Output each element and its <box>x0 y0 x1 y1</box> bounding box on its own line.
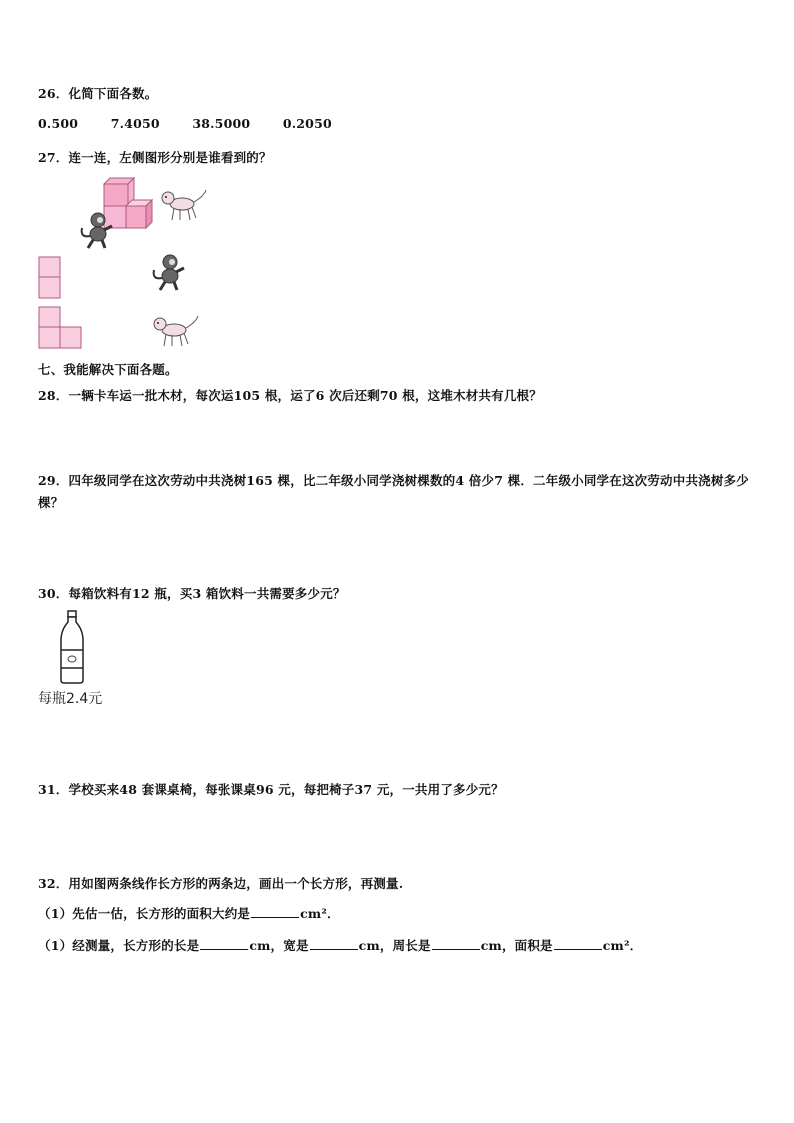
monkey-icon <box>150 254 188 292</box>
q32-sub2-prefix: （1）经测量，长方形的长是 <box>38 938 200 953</box>
q32-sub2-suffix: cm²． <box>602 938 643 953</box>
q32-sub1 <box>38 904 340 922</box>
q32-sub2-area-label: cm，面积是 <box>480 938 553 953</box>
area-blank[interactable] <box>554 937 602 950</box>
q32-sub1-prefix: （1）先估一估，长方形的面积大约是 <box>38 906 251 921</box>
view-shape-l <box>38 306 84 350</box>
dog-icon <box>160 188 208 222</box>
q28-text: 28．一辆卡车运一批木材，每次运105 根，运了6 次后还剩70 根，这堆木材共有几根？ <box>38 388 542 403</box>
length-blank[interactable] <box>200 937 248 950</box>
q26-numbers <box>38 116 360 131</box>
q32-sub1-suffix: cm²． <box>300 906 340 921</box>
monkey-icon <box>78 212 116 250</box>
answer-blank[interactable] <box>251 905 299 918</box>
q31-text: 31．学校买来48 套课桌椅，每张课桌96 元，每把椅子37 元，一共用了多少元？ <box>38 782 504 797</box>
q30-text: 30．每箱饮料有12 瓶，买3 箱饮料一共需要多少元？ <box>38 586 346 601</box>
bottle-icon <box>58 610 86 684</box>
perimeter-blank[interactable] <box>432 937 480 950</box>
dog-icon <box>150 312 200 348</box>
q27-title: 27．连一连，左侧图形分别是谁看到的？ <box>38 150 272 165</box>
q26-title: 26．化简下面各数。 <box>38 86 158 101</box>
q26-number: 7.4050 <box>110 116 160 131</box>
q29-text: 29．四年级同学在这次劳动中共浇树165 棵，比二年级小同学浇树棵数的4 倍少7 棵．二年级小同学在这次劳动中共浇树多少棵？ <box>38 473 749 510</box>
width-blank[interactable] <box>310 937 358 950</box>
q32-sub2 <box>38 936 642 954</box>
bottle-price-caption: 每瓶2.4元 <box>38 691 103 707</box>
q32-sub2-perimeter-label: cm，周长是 <box>358 938 431 953</box>
q26-number: 0.2050 <box>282 116 332 131</box>
section-heading: 七、我能解决下面各题。 <box>38 362 178 377</box>
view-shape-vertical <box>38 256 62 300</box>
q26-number: 38.5000 <box>192 116 251 131</box>
q32-sub2-width-label: cm，宽是 <box>249 938 309 953</box>
q26-number: 0.500 <box>38 116 79 131</box>
q32-text: 32．用如图两条线作长方形的两条边，画出一个长方形，再测量. <box>38 876 404 891</box>
